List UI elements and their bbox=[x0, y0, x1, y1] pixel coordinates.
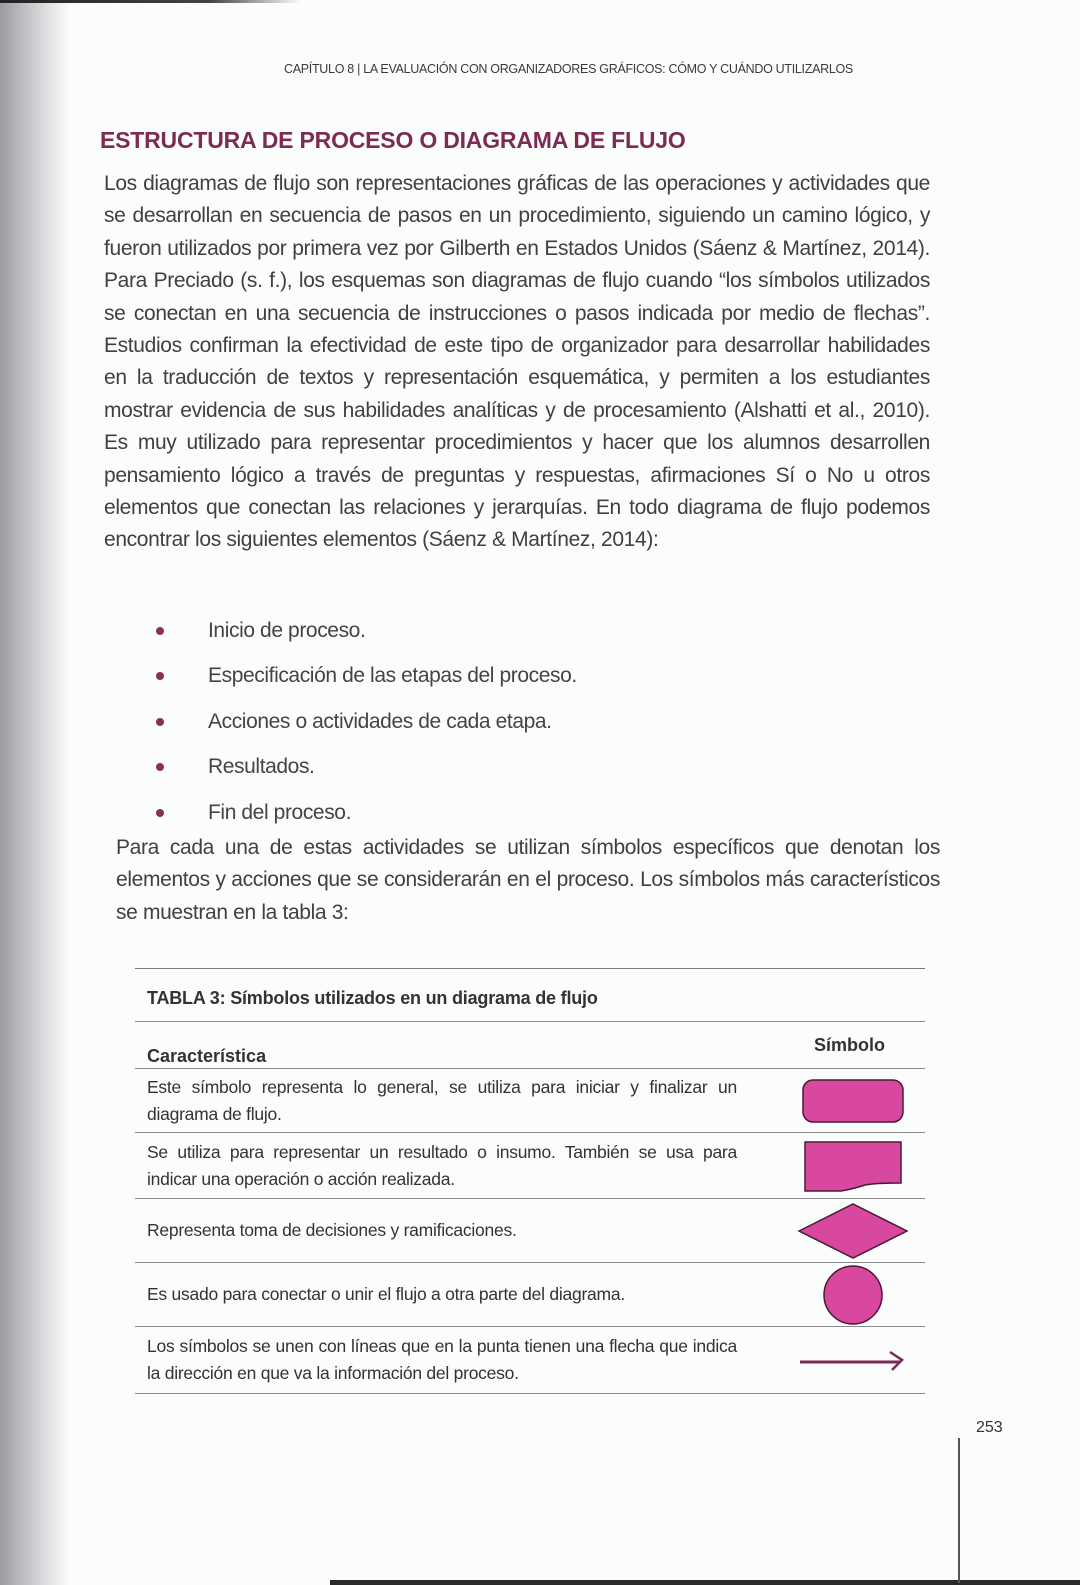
table-row bbox=[135, 1327, 925, 1393]
terminator-symbol-icon bbox=[793, 1078, 913, 1124]
decision-diamond-icon bbox=[793, 1201, 913, 1261]
table-row bbox=[135, 1199, 925, 1262]
table-row bbox=[135, 1069, 925, 1132]
connector-circle-icon bbox=[793, 1264, 913, 1326]
header-symbol: Símbolo bbox=[814, 1035, 885, 1055]
header-characteristic: Característica bbox=[147, 1046, 267, 1066]
list-item bbox=[150, 608, 577, 654]
symbols-table bbox=[135, 968, 925, 1394]
list-item-label: Inicio de proceso. bbox=[208, 618, 366, 642]
list-item-label: Resultados. bbox=[208, 755, 315, 779]
list-item bbox=[150, 745, 577, 791]
bullet-icon bbox=[156, 672, 164, 680]
table-caption: TABLA 3: Símbolos utilizados en un diagrama de flujo bbox=[147, 988, 598, 1008]
row-description: Representa toma de decisiones y ramificaciones. bbox=[147, 1220, 517, 1240]
flow-arrow-icon bbox=[793, 1346, 913, 1374]
page-number: 253 bbox=[976, 1419, 1003, 1436]
page-top-edge bbox=[0, 0, 300, 3]
page-bottom-edge bbox=[330, 1580, 1080, 1585]
list-item-label: Especificación de las etapas del proceso. bbox=[208, 664, 577, 688]
bullet-icon bbox=[156, 763, 164, 771]
table-rule bbox=[135, 1393, 925, 1394]
table-intro-paragraph: Para cada una de estas actividades se utilizan símbolos específicos que denotan los elementos y acciones que se considerarán en el proceso. Los símbolos más característicos se muestran en la tabla 3: bbox=[116, 836, 940, 924]
list-item bbox=[150, 790, 577, 836]
row-description: Los símbolos se unen con líneas que en la punta tienen una flecha que indica la dirección en que va la información del proceso. bbox=[147, 1336, 737, 1383]
page-number-rule bbox=[958, 1438, 960, 1583]
table-row bbox=[135, 1133, 925, 1198]
row-description: Este símbolo representa lo general, se utiliza para iniciar y finalizar un diagrama de flujo. bbox=[147, 1076, 737, 1124]
list-item bbox=[150, 699, 577, 745]
row-description: Es usado para conectar o unir el flujo a otra parte del diagrama. bbox=[147, 1284, 625, 1304]
table-header-row bbox=[135, 1022, 925, 1068]
scan-gutter-shadow bbox=[0, 0, 70, 1585]
row-description: Se utiliza para representar un resultado o insumo. También se usa para indicar una operación o acción realizada. bbox=[147, 1141, 737, 1189]
bullet-icon bbox=[156, 718, 164, 726]
intro-paragraph: Los diagramas de flujo son representaciones gráficas de las operaciones y actividades que se desarrollan en secuencia de pasos en un procedimiento, siguiendo un camino lógico, y fueron utilizados por primera vez por Gilberth en Estados Unidos (Sáenz & Martínez, 2014). Para Preciado (s. f.), los esquemas son diagramas de flujo cuando “los símbolos utilizados se conectan en una secuencia de instrucciones o pasos indicada por medio de flechas”. Estudios confirman la efectividad de este tipo de organizador para desarrollar habilidades en la traducción de textos y representación esquemática, y permiten a los estudiantes mostrar evidencia de sus habilidades analíticas y de procesamiento (Alshatti et al., 2010). Es muy utilizado para representar procedimientos y hacer que los alumnos desarrollen pensamiento lógico a través de preguntas y respuestas, afirmaciones Sí o No u otros elementos que conectan las relaciones y jerarquías. En todo diagrama de flujo podemos encontrar los siguientes elementos (Sáenz & Martínez, 2014): bbox=[104, 172, 930, 552]
list-item-label: Acciones o actividades de cada etapa. bbox=[208, 709, 552, 733]
bullet-icon bbox=[156, 627, 164, 635]
list-item bbox=[150, 654, 577, 700]
list-item-label: Fin del proceso. bbox=[208, 800, 352, 824]
table-row bbox=[135, 1263, 925, 1326]
elements-list bbox=[150, 608, 577, 836]
running-head: CAPÍTULO 8 | LA EVALUACIÓN CON ORGANIZADORES GRÁFICOS: CÓMO Y CUÁNDO UTILIZARLOS bbox=[284, 62, 853, 76]
section-title: ESTRUCTURA DE PROCESO O DIAGRAMA DE FLUJO bbox=[100, 127, 686, 153]
document-symbol-icon bbox=[793, 1139, 913, 1193]
bullet-icon bbox=[156, 809, 164, 817]
